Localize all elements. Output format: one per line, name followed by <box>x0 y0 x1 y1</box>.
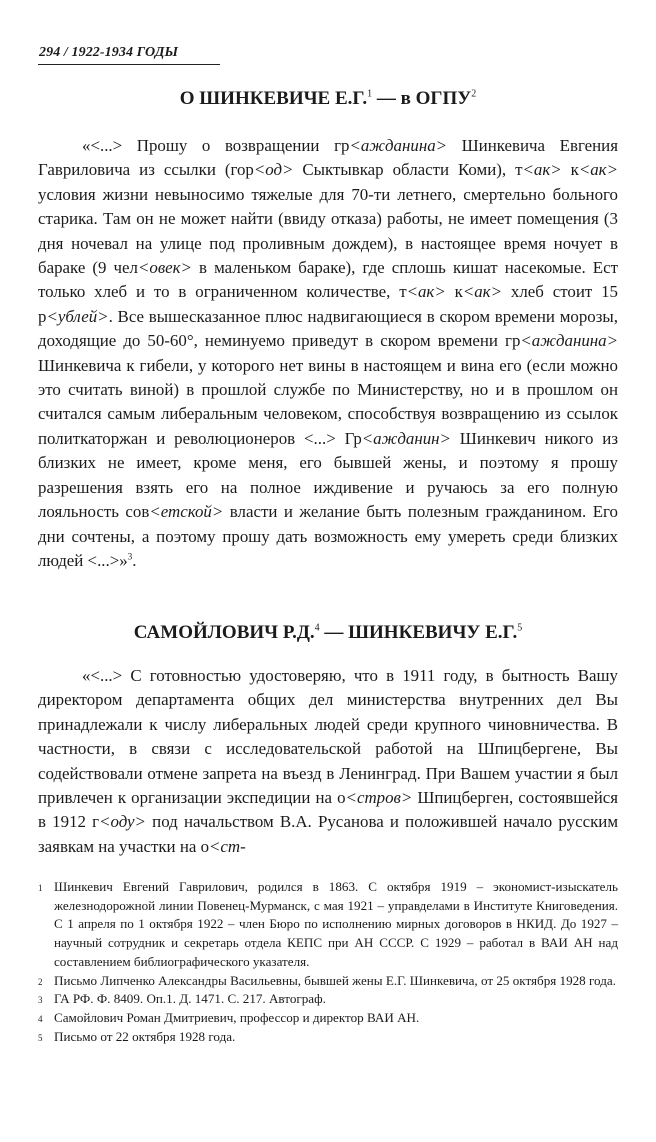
editorial-insertion: <стров> <box>345 788 413 808</box>
footnote-number: 2 <box>38 976 43 987</box>
letter-paragraph-1 <box>38 134 618 573</box>
editorial-insertion: <од> <box>253 160 294 180</box>
text-run: хлеб стоит 15 р <box>38 282 619 326</box>
editorial-insertion: <ажданина> <box>349 136 448 155</box>
footnote-ref[interactable]: 3 <box>127 551 133 562</box>
footnote-text: Письмо от 22 октября 1928 года. <box>54 1028 236 1044</box>
heading-text: САМОЙЛОВИЧ Р.Д. <box>133 622 315 643</box>
editorial-insertion: <ст- <box>209 836 246 856</box>
footnote-ref[interactable]: 4 <box>314 622 320 634</box>
text-run: Шинкевич никого из близких не имеет, кроме меня, его бывшей жены, и поэтому я прошу разрешения взять его на полное иждивение и ручаюсь за его полную лояльность сов <box>38 428 618 522</box>
footnote-item <box>38 878 618 972</box>
letter-paragraph-2 <box>38 664 618 859</box>
footnote-text: ГА РФ. Ф. 8409. Оп.1. Д. 1471. С. 217. Автограф. <box>54 991 326 1007</box>
footnote-number: 4 <box>38 1013 43 1024</box>
editorial-insertion: <ак> <box>462 282 502 302</box>
editorial-insertion: <оду> <box>99 812 146 832</box>
text-run: Шпицберген, состоявшейся в 1912 г <box>38 788 618 832</box>
editorial-insertion: <ак> <box>522 160 562 180</box>
text-run: в маленьком бараке), где сплошь кишат насекомые. Ест только хлеб и то в ограниченном количестве, т <box>38 258 618 302</box>
text-run: . Все вышесказанное плюс надвигающиеся в скором времени морозы, доходящие до 50-60°, неминуемо приведут в скором времени гр <box>38 306 618 351</box>
text-run: к <box>445 282 463 302</box>
footnote-number: 5 <box>38 1032 43 1043</box>
footnote-ref[interactable]: 5 <box>517 622 523 634</box>
editorial-insertion: <ак> <box>578 160 618 180</box>
footnote-item <box>38 1028 618 1047</box>
text-run: . <box>132 550 137 570</box>
footnote-item <box>38 1009 618 1028</box>
text-run: Шинкевича к гибели, у которого нет вины в настоящем и вина его (если можно это считать виной) в прошлой службе по Министерству, но и в прошлом он считался самым либеральным человеком, способствуя возвращению из ссылок политкаторжан и революционеров <...> Гр <box>38 355 618 448</box>
editorial-insertion: <ублей> <box>46 306 109 326</box>
editorial-insertion: <ажданина> <box>520 331 618 351</box>
editorial-insertion: <етской> <box>149 502 224 522</box>
footnote-item <box>38 990 618 1009</box>
running-head: 294 / 1922-1934 ГОДЫ <box>39 45 179 60</box>
editorial-insertion: <ак> <box>406 282 446 302</box>
section-heading-1 <box>38 88 618 110</box>
footnote-text: Письмо Липченко Александры Васильевны, бывшей жены Е.Г. Шинкевича, от 25 октября 1928 года. <box>54 972 616 988</box>
footnote-item <box>38 972 618 991</box>
footnote-text: Шинкевич Евгений Гаврилович, родился в 1863. С октября 1919 – экономист-изыскатель железнодорожной линии Повенец-Мурманск, с мая 1921 – управделами в Институте Книговедения. С 1 апреля по 1 октября 1922 – член Бюро по исполнению мирных договоров в НКИД. До 1927 – научный сотрудник и секретарь отдела КЕПС при АН СССР. С 1929 – работал в ВАИ АН над составлением библиографического указателя. <box>54 879 618 969</box>
text-run: под начальством В.А. Русанова и положившей начало русским заявкам на участки на о <box>38 812 619 856</box>
footnotes <box>38 878 618 1046</box>
text-run: условия жизни невыносимо тяжелые для 70-ти летнего, смертельно больного старика. Там он не может найти (ввиду отказа) работы, не имеет помещения (3 дня ночевал на улице под проливным дождем), в настоящее время ночует в бараке (9 чел <box>38 184 618 278</box>
section-heading-2 <box>38 622 618 644</box>
text-run: Шинкевича Евгения Гавриловича из ссылки (гор <box>38 136 618 180</box>
heading-text: — в ОГПУ <box>372 88 472 109</box>
running-head-rule <box>38 64 220 65</box>
footnote-number: 3 <box>38 995 43 1006</box>
heading-text: — ШИНКЕВИЧУ Е.Г. <box>319 622 518 643</box>
text-run: «<...> С готовностью удостоверяю, что в 1911 году, в бытность Вашу директором департамента общих дел министерства внутренних дел Вы принадлежали к числу либеральных людей среди крупного чиновничества. В частности, в связи с исследовательской работой на Шпицбергене, Вы содействовали отмене запрета на въезд в Ленинград. При Вашем участии я был привлечен к организации экспедиции на о <box>38 666 618 808</box>
heading-text: О ШИНКЕВИЧЕ Е.Г. <box>179 88 368 109</box>
editorial-insertion: <ажданин> <box>361 428 451 448</box>
editorial-insertion: <овек> <box>137 258 192 278</box>
footnote-ref[interactable]: 2 <box>471 88 477 100</box>
text-run: власти и желание быть полезным гражданином. Его дни сочтены, а поэтому прошу дать возможность ему умереть среди близких людей <...>» <box>38 502 618 570</box>
text-run: «<...> Прошу о возвращении гр <box>82 136 350 155</box>
text-run: к <box>561 160 579 180</box>
footnote-text: Самойлович Роман Дмитриевич, профессор и директор ВАИ АН. <box>54 1009 420 1025</box>
footnote-number: 1 <box>38 883 43 893</box>
footnote-ref[interactable]: 1 <box>367 88 373 100</box>
text-run: Сыктывкар области Коми), т <box>293 160 523 180</box>
